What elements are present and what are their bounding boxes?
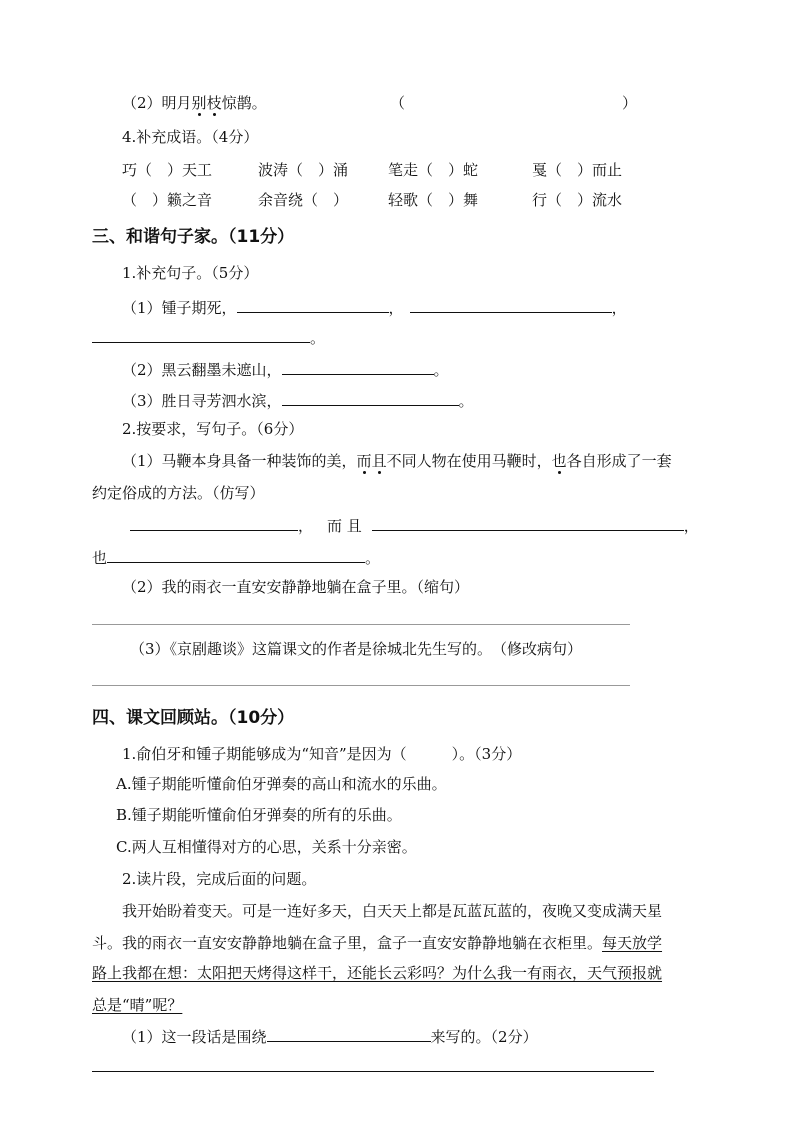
answer-blank[interactable] xyxy=(282,358,434,375)
underlined-text: 每天放学 xyxy=(602,934,663,952)
question-title: 1.补充句子。（5分） xyxy=(122,264,259,282)
punctuation: 。 xyxy=(458,392,474,410)
underlined-text: 总是“晴”呢？ xyxy=(92,996,183,1014)
answer-blank[interactable] xyxy=(282,389,459,406)
idiom-item: 余音绕（ ） xyxy=(258,191,349,209)
idiom-item: 巧（ ）天工 xyxy=(122,161,213,179)
poem-text: 惊鹊。 xyxy=(221,94,267,112)
question-text: 约定俗成的方法。（仿写） xyxy=(92,484,265,502)
passage-line: 我开始盼着变天。可是一连好多天，白天天上都是瓦蓝瓦蓝的，夜晚又变成满天星 xyxy=(122,902,663,920)
question-text: （1）锺子期死， xyxy=(122,299,237,317)
section-heading: 三、和谐句子家。（11分） xyxy=(92,227,295,247)
answer-blank[interactable] xyxy=(267,1025,431,1042)
answer-blank[interactable] xyxy=(237,296,389,313)
idiom-item: 戛（ ）而止 xyxy=(532,161,623,179)
punctuation: ， xyxy=(611,299,627,317)
punctuation: 。 xyxy=(310,329,326,347)
answer-line[interactable] xyxy=(92,624,630,625)
punctuation: 。 xyxy=(365,549,381,567)
question-text xyxy=(122,450,672,472)
punctuation: 。 xyxy=(433,361,449,379)
section-heading: 四、课文回顾站。（10分） xyxy=(92,708,295,728)
idiom-item: 笔走（ ）蛇 xyxy=(388,161,479,179)
punctuation: ， xyxy=(388,299,404,317)
question-text: （3）胜日寻芳泗水滨， xyxy=(122,392,282,410)
punctuation: ， xyxy=(683,517,699,535)
question-text: （2）我的雨衣一直安安静静地躺在盒子里。（缩句） xyxy=(122,578,470,596)
fill-line xyxy=(92,546,380,569)
fill-line xyxy=(122,389,474,412)
question-title: 1.俞伯牙和锺子期能够成为“知音”是因为（ ）。（3分） xyxy=(122,745,522,763)
emphasis-char: 而 xyxy=(356,452,372,470)
underlined-text: 路上我都在想：太阳把天烤得这样干，还能长云彩吗？为什么我一有雨衣，天气预报就 xyxy=(92,964,663,982)
question-text: （2）黑云翻墨未遮山， xyxy=(122,361,282,379)
question-text: （1）这一段话是围绕 xyxy=(122,1028,267,1046)
answer-blank[interactable] xyxy=(107,546,365,563)
answer-blank[interactable] xyxy=(372,514,684,531)
idiom-item: 波涛（ ）涌 xyxy=(258,161,349,179)
idiom-item: 行（ ）流水 xyxy=(532,191,623,209)
answer-line[interactable] xyxy=(92,685,630,686)
answer-line[interactable] xyxy=(92,1071,654,1072)
emphasis-char: 别 xyxy=(191,94,207,112)
idiom-item: （ ）籁之音 xyxy=(122,191,213,209)
question-title: 2.读片段，完成后面的问题。 xyxy=(122,870,317,888)
poem-text: （2）明月 xyxy=(122,94,192,112)
answer-paren-open: （ xyxy=(390,94,406,112)
choice-option[interactable]: C.两人互相懂得对方的心思，关系十分亲密。 xyxy=(116,838,417,856)
fill-line xyxy=(122,296,627,319)
emphasis-char: 且 xyxy=(371,452,387,470)
text-span: 各自形成了一套 xyxy=(566,452,672,470)
emphasis-char: 也 xyxy=(551,452,567,470)
fill-line xyxy=(130,514,699,537)
connector-word: 也 xyxy=(92,549,108,567)
answer-paren-close: ） xyxy=(622,94,638,112)
emphasis-char: 枝 xyxy=(206,94,222,112)
answer-blank[interactable] xyxy=(130,514,298,531)
poem-line xyxy=(122,92,267,114)
idiom-item: 轻歌（ ）舞 xyxy=(388,191,479,209)
text-span: 不同人物在使用马鞭时， xyxy=(386,452,552,470)
answer-blank[interactable] xyxy=(410,296,612,313)
text-span: 斗。我的雨衣一直安安静静地躺在盒子里，盒子一直安安静静地躺在衣柜里。 xyxy=(92,934,603,952)
fill-line xyxy=(122,358,449,381)
question-title: 4.补充成语。（4分） xyxy=(122,128,259,146)
passage-line xyxy=(92,932,662,954)
question-title: 2.按要求，写句子。（6分） xyxy=(122,420,304,438)
choice-option[interactable]: A.锺子期能听懂俞伯牙弹奏的高山和流水的乐曲。 xyxy=(116,775,447,793)
choice-option[interactable]: B.锺子期能听懂俞伯牙弹奏的所有的乐曲。 xyxy=(116,806,402,824)
text-span: （1）马鞭本身具备一种装饰的美， xyxy=(122,452,357,470)
question-text: 来写的。（2分） xyxy=(430,1028,538,1046)
fill-line xyxy=(122,1025,538,1048)
answer-blank[interactable] xyxy=(92,326,310,343)
question-text: （3）《京剧趣谈》这篇课文的作者是徐城北先生写的。 （修改病句） xyxy=(130,640,583,658)
fill-line xyxy=(92,326,325,349)
punctuation: ， xyxy=(298,517,314,535)
connector-word: 而 且 xyxy=(327,517,362,535)
